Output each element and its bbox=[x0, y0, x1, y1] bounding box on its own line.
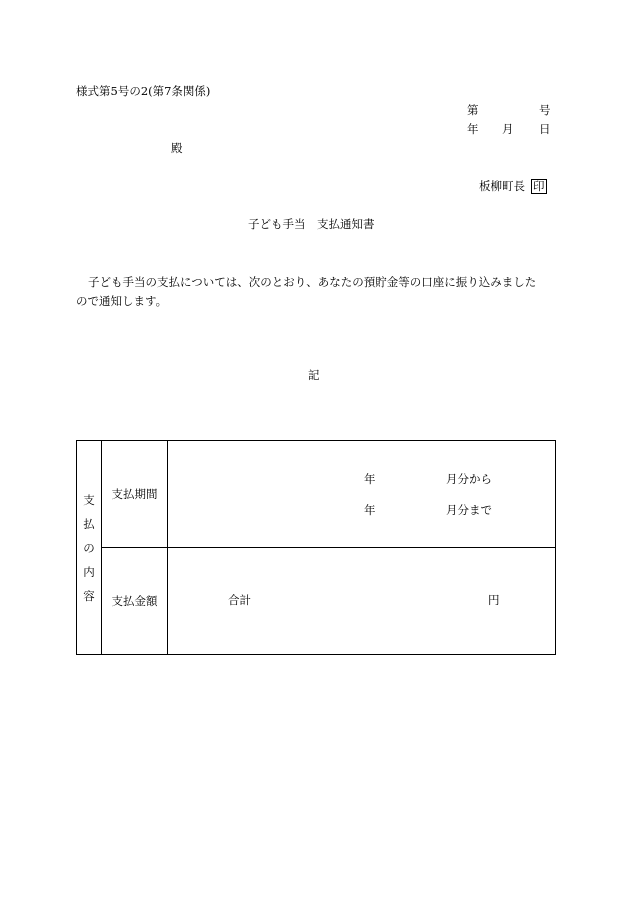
date-day: 日 bbox=[539, 122, 551, 136]
payment-content-side-label bbox=[77, 441, 102, 655]
period-label: 支払期間 bbox=[102, 441, 168, 548]
period-to-year: 年 bbox=[364, 503, 376, 517]
amount-unit: 円 bbox=[488, 593, 500, 607]
period-to-month: 月分まで bbox=[446, 503, 492, 517]
form-number: 様式第5号の2(第7条関係) bbox=[76, 84, 211, 98]
side-char: 支 bbox=[83, 492, 95, 507]
side-char: 払 bbox=[83, 516, 95, 531]
issuer bbox=[479, 179, 547, 194]
amount-total-label: 合計 bbox=[228, 593, 251, 607]
side-char: 容 bbox=[83, 588, 95, 603]
seal-stamp: 印 bbox=[533, 179, 545, 193]
date-month: 月 bbox=[502, 122, 514, 136]
body-text-line2: ので通知します。 bbox=[76, 294, 168, 308]
body-text-line1: 子ども手当の支払については、次のとおり、あなたの預貯金等の口座に振り込みました bbox=[88, 275, 537, 289]
date-year: 年 bbox=[467, 122, 479, 136]
issuer-name: 板柳町長 bbox=[479, 179, 525, 193]
addressee-suffix: 殿 bbox=[171, 141, 183, 155]
period-from-year: 年 bbox=[364, 472, 376, 486]
doc-number-suffix: 号 bbox=[539, 103, 551, 117]
period-from-month: 月分から bbox=[446, 472, 492, 486]
ki-heading: 記 bbox=[308, 368, 320, 382]
side-char: 内 bbox=[83, 564, 95, 579]
amount-label: 支払金額 bbox=[102, 548, 168, 655]
amount-value-cell bbox=[168, 548, 556, 655]
document-title: 子ども手当 支払通知書 bbox=[248, 217, 375, 231]
side-char: の bbox=[83, 540, 95, 555]
payment-details-table bbox=[76, 440, 556, 655]
doc-number-prefix: 第 bbox=[467, 103, 479, 117]
period-value-cell bbox=[168, 441, 556, 548]
